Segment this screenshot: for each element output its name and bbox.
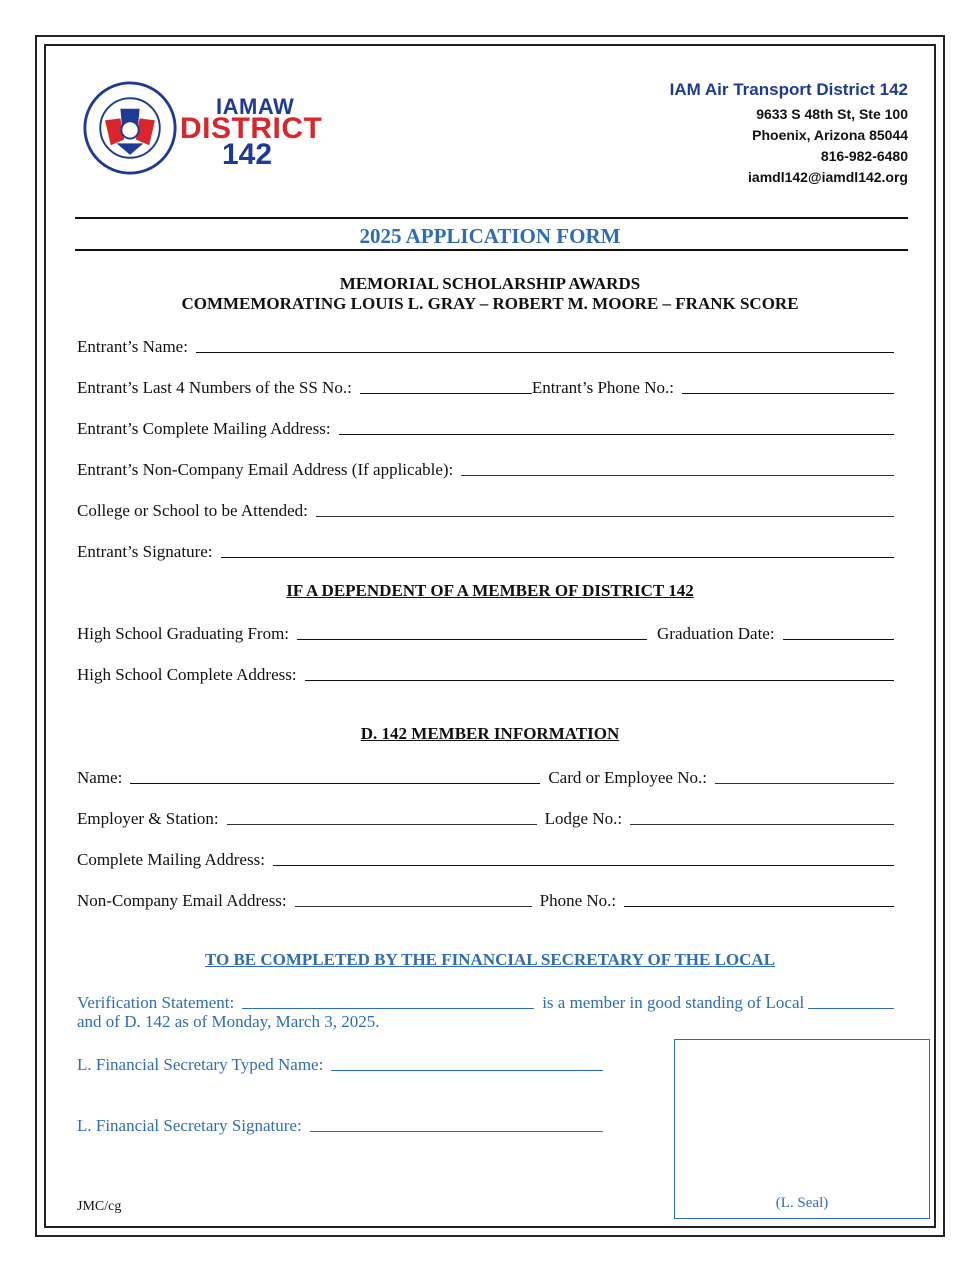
member-phone-label: Phone No.: <box>539 891 617 910</box>
entrant-ssn-label: Entrant’s Last 4 Numbers of the SS No.: <box>77 378 352 397</box>
hs-address-field[interactable] <box>305 680 894 681</box>
employer-field[interactable] <box>227 824 537 825</box>
logo-district-text: DISTRICT <box>180 112 323 145</box>
member-address-row <box>77 846 894 870</box>
entrant-email-row <box>77 456 894 480</box>
entrant-address-field[interactable] <box>339 434 894 435</box>
as-of-date-text: and of D. 142 as of Monday, March 3, 2025. <box>77 1012 380 1031</box>
lodge-field[interactable] <box>630 824 894 825</box>
seal-box[interactable] <box>674 1039 930 1219</box>
high-school-label: High School Graduating From: <box>77 624 290 643</box>
employer-row <box>77 805 894 829</box>
high-school-row <box>77 620 894 644</box>
logo-iamaw-text: IAMAW <box>216 94 295 119</box>
college-row <box>77 497 894 521</box>
entrant-address-row <box>77 415 894 439</box>
typed-name-row <box>77 1051 603 1075</box>
entrant-name-field[interactable] <box>196 352 894 353</box>
lodge-label: Lodge No.: <box>544 809 623 828</box>
entrant-phone-label: Entrant’s Phone No.: <box>531 378 674 397</box>
typed-name-field[interactable] <box>331 1070 603 1071</box>
hs-address-label: High School Complete Address: <box>77 665 297 684</box>
card-field[interactable] <box>715 783 894 784</box>
hs-address-row <box>77 661 894 685</box>
member-email-label: Non-Company Email Address: <box>77 891 287 910</box>
entrant-email-label: Entrant’s Non-Company Email Address (If applicable): <box>77 460 454 479</box>
footer-initials: JMC/cg <box>77 1199 122 1214</box>
high-school-field[interactable] <box>297 639 647 640</box>
verification-label: Verification Statement: <box>77 993 235 1012</box>
org-email: iamdl142@iamdl142.org <box>748 169 908 185</box>
card-label: Card or Employee No.: <box>548 768 707 787</box>
seal-label: (L. Seal) <box>775 1195 829 1211</box>
entrant-signature-field[interactable] <box>221 557 894 558</box>
entrant-email-field[interactable] <box>461 475 894 476</box>
entrant-name-label: Entrant’s Name: <box>77 337 188 356</box>
logo-number-text: 142 <box>222 138 273 171</box>
grad-date-label: Graduation Date: <box>657 624 775 643</box>
grad-date-field[interactable] <box>783 639 894 640</box>
verification-name-field[interactable] <box>242 1008 534 1009</box>
org-street: 9633 S 48th St, Ste 100 <box>756 106 908 122</box>
member-address-label: Complete Mailing Address: <box>77 850 265 869</box>
entrant-phone-field[interactable] <box>682 393 894 394</box>
org-contact-block <box>670 80 908 188</box>
member-phone-field[interactable] <box>624 906 894 907</box>
secretary-signature-field[interactable] <box>310 1131 603 1132</box>
subtitle-commemorating: COMMEMORATING LOUIS L. GRAY – ROBERT M. MOORE – FRANK SCORE <box>181 294 799 313</box>
member-email-row <box>77 887 894 911</box>
college-label: College or School to be Attended: <box>77 501 308 520</box>
form-title: 2025 APPLICATION FORM <box>359 224 621 248</box>
title-rule-top <box>75 217 908 219</box>
college-field[interactable] <box>316 516 894 517</box>
subtitle-awards: MEMORIAL SCHOLARSHIP AWARDS <box>339 274 641 293</box>
entrant-ssn-row <box>77 374 894 398</box>
good-standing-label: is a member in good standing of Local <box>542 993 805 1012</box>
employer-label: Employer & Station: <box>77 809 219 828</box>
member-heading: D. 142 MEMBER INFORMATION <box>360 724 620 743</box>
verification-row <box>77 989 894 1013</box>
member-name-field[interactable] <box>130 783 540 784</box>
secretary-heading: TO BE COMPLETED BY THE FINANCIAL SECRETARY OF THE LOCAL <box>204 950 776 969</box>
iam-seal-icon <box>82 80 178 176</box>
member-address-field[interactable] <box>273 865 894 866</box>
entrant-address-label: Entrant’s Complete Mailing Address: <box>77 419 331 438</box>
entrant-signature-row <box>77 538 894 562</box>
secretary-signature-label: L. Financial Secretary Signature: <box>77 1116 302 1135</box>
entrant-name-row <box>77 333 894 357</box>
org-phone: 816-982-6480 <box>820 148 908 164</box>
title-rule-bottom <box>75 249 908 251</box>
typed-name-label: L. Financial Secretary Typed Name: <box>77 1055 324 1074</box>
local-number-field[interactable] <box>808 1008 894 1009</box>
member-name-label: Name: <box>77 768 123 787</box>
secretary-signature-row <box>77 1112 603 1136</box>
entrant-ssn-field[interactable] <box>360 393 532 394</box>
member-name-row <box>77 764 894 788</box>
member-email-field[interactable] <box>295 906 532 907</box>
entrant-signature-label: Entrant’s Signature: <box>77 542 213 561</box>
district-logo <box>82 80 322 180</box>
org-name: IAM Air Transport District 142 <box>669 80 908 99</box>
org-city: Phoenix, Arizona 85044 <box>752 127 908 143</box>
dependent-heading: IF A DEPENDENT OF A MEMBER OF DISTRICT 142 <box>286 581 694 600</box>
